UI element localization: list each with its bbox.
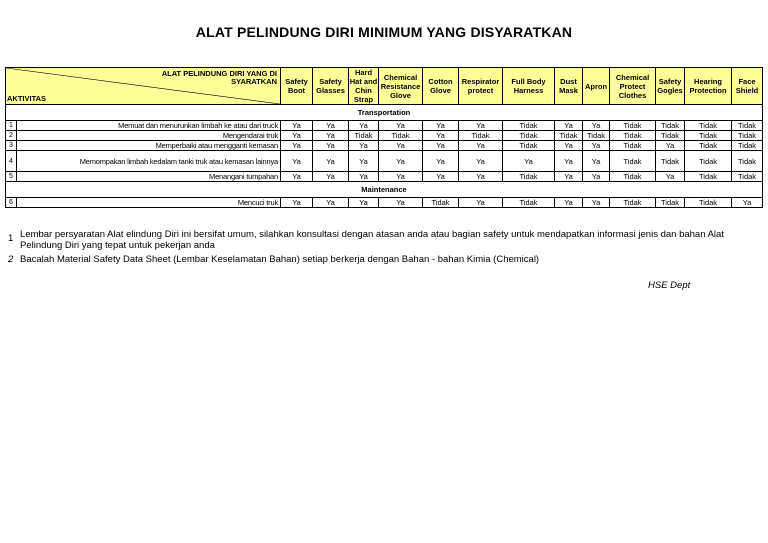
requirement-cell: Tidak	[685, 121, 732, 131]
requirement-cell: Ya	[555, 151, 583, 172]
requirement-cell: Tidak	[656, 121, 685, 131]
requirement-cell: Ya	[459, 198, 503, 208]
requirement-cell: Tidak	[732, 172, 763, 182]
note-item	[8, 254, 760, 265]
column-header: Chemical Protect Clothes	[610, 68, 656, 105]
requirement-cell: Ya	[732, 198, 763, 208]
section-title: Transportation	[6, 105, 763, 121]
activity-cell: Mengendarai truk	[17, 131, 281, 141]
requirement-cell: Tidak	[459, 131, 503, 141]
requirement-cell: Tidak	[656, 198, 685, 208]
table-row	[6, 121, 763, 131]
requirement-cell: Ya	[313, 131, 349, 141]
requirement-cell: Tidak	[503, 121, 555, 131]
activity-cell: Memuat dan menurunkan limbah ke atau dari truck	[17, 121, 281, 131]
column-header: Safety Boot	[281, 68, 313, 105]
table-row	[6, 172, 763, 182]
requirement-cell: Ya	[349, 121, 379, 131]
requirement-cell: Tidak	[610, 141, 656, 151]
requirement-cell: Ya	[379, 141, 423, 151]
requirement-cell: Ya	[459, 141, 503, 151]
requirement-cell: Ya	[656, 141, 685, 151]
requirement-cell: Ya	[379, 121, 423, 131]
requirement-cell: Ya	[423, 172, 459, 182]
requirement-cell: Tidak	[656, 131, 685, 141]
requirement-cell: Ya	[313, 172, 349, 182]
requirement-cell: Tidak	[732, 131, 763, 141]
requirement-cell: Tidak	[379, 131, 423, 141]
column-header: Face Shield	[732, 68, 763, 105]
requirement-cell: Tidak	[732, 151, 763, 172]
column-header: Safety Gogles	[656, 68, 685, 105]
requirement-cell: Tidak	[610, 121, 656, 131]
row-number: 3	[6, 141, 17, 151]
note-item	[8, 229, 760, 251]
requirement-cell: Tidak	[732, 121, 763, 131]
requirement-cell: Tidak	[685, 198, 732, 208]
column-header: Dust Mask	[555, 68, 583, 105]
requirement-cell: Tidak	[656, 151, 685, 172]
activity-cell: Memperbaiki atau mengganti kemasan	[17, 141, 281, 151]
activity-cell: Memompakan limbah kedalam tanki truk atau kemasan lainnya	[17, 151, 281, 172]
requirement-cell: Ya	[281, 121, 313, 131]
activity-cell: Menangani tumpahan	[17, 172, 281, 182]
requirement-cell: Tidak	[555, 131, 583, 141]
requirement-cell: Ya	[459, 121, 503, 131]
requirement-cell: Ya	[349, 151, 379, 172]
requirement-cell: Ya	[583, 172, 610, 182]
note-number: 1	[8, 233, 14, 244]
requirement-cell: Ya	[555, 198, 583, 208]
requirement-cell: Tidak	[503, 172, 555, 182]
requirement-cell: Ya	[349, 198, 379, 208]
requirement-cell: Ya	[313, 121, 349, 131]
section-title: Maintenance	[6, 182, 763, 198]
notes	[8, 229, 760, 268]
requirement-cell: Ya	[503, 151, 555, 172]
requirement-cell: Ya	[583, 121, 610, 131]
requirement-cell: Ya	[313, 151, 349, 172]
table-row	[6, 131, 763, 141]
note-text: Bacalah Material Safety Data Sheet (Lembar Keselamatan Bahan) setiap berkerja dengan Bahan - bahan Kimia (Chemical)	[20, 254, 540, 265]
requirement-cell: Tidak	[610, 151, 656, 172]
requirement-cell: Ya	[281, 172, 313, 182]
requirement-cell: Tidak	[503, 198, 555, 208]
activity-cell: Mencuci truk	[17, 198, 281, 208]
note-number: 2	[8, 254, 14, 265]
requirement-cell: Tidak	[685, 151, 732, 172]
requirement-cell: Ya	[349, 141, 379, 151]
requirement-cell: Ya	[379, 172, 423, 182]
requirement-cell: Tidak	[685, 141, 732, 151]
requirement-cell: Ya	[379, 151, 423, 172]
header-row	[6, 68, 763, 105]
requirement-cell: Ya	[313, 198, 349, 208]
column-header: Hard Hat and Chin Strap	[349, 68, 378, 104]
section-row	[6, 105, 763, 121]
department-label: HSE Dept	[648, 280, 691, 291]
requirement-cell: Tidak	[503, 141, 555, 151]
requirement-cell: Tidak	[610, 198, 656, 208]
requirement-cell: Ya	[281, 198, 313, 208]
requirement-cell: Ya	[281, 151, 313, 172]
column-header: Chemical Resistance Glove	[379, 68, 423, 105]
column-header: Hearing Protection	[685, 68, 732, 105]
requirement-cell: Tidak	[503, 131, 555, 141]
requirement-cell: Ya	[583, 198, 610, 208]
table-row	[6, 141, 763, 151]
requirement-cell: Tidak	[349, 131, 379, 141]
row-number: 4	[6, 151, 17, 172]
requirement-cell: Ya	[349, 172, 379, 182]
table-row	[6, 198, 763, 208]
requirement-cell: Ya	[423, 141, 459, 151]
requirement-cell: Ya	[555, 141, 583, 151]
requirement-cell: Tidak	[423, 198, 459, 208]
column-header: Full Body Harness	[503, 68, 555, 105]
header-corner-cell	[6, 68, 281, 105]
requirement-cell: Ya	[656, 172, 685, 182]
requirement-cell: Ya	[281, 131, 313, 141]
requirement-cell: Ya	[423, 131, 459, 141]
requirement-cell: Ya	[555, 172, 583, 182]
activity-header-label: AKTIVITAS	[7, 94, 47, 103]
ppe-header-label: ALAT PELINDUNG DIRI YANG DI SYARATKAN	[161, 69, 277, 86]
requirement-cell: Ya	[583, 151, 610, 172]
requirement-cell: Tidak	[610, 131, 656, 141]
requirement-cell: Tidak	[685, 172, 732, 182]
page-title: ALAT PELINDUNG DIRI MINIMUM YANG DISYARATKAN	[195, 24, 573, 40]
requirement-cell: Tidak	[583, 131, 610, 141]
requirement-cell: Ya	[313, 141, 349, 151]
row-number: 2	[6, 131, 17, 141]
requirement-cell: Ya	[459, 151, 503, 172]
column-header: Apron	[583, 68, 610, 105]
row-number: 6	[6, 198, 17, 208]
note-text: Lembar persyaratan Alat elindung Diri ini bersifat umum, silahkan konsultasi dengan atasan anda atau bagian safety untuk mendapatkan informasi jenis dan bahan Alat Pelindung Diri yang tepat untuk pekerjan anda	[20, 229, 724, 251]
row-number: 5	[6, 172, 17, 182]
requirement-cell: Ya	[583, 141, 610, 151]
requirement-cell: Ya	[459, 172, 503, 182]
requirement-cell: Ya	[379, 198, 423, 208]
requirement-cell: Tidak	[732, 141, 763, 151]
section-row	[6, 182, 763, 198]
requirement-cell: Tidak	[685, 131, 732, 141]
ppe-requirements-table	[5, 67, 763, 208]
column-header: Respirator protect	[459, 68, 503, 105]
requirement-cell: Ya	[555, 121, 583, 131]
requirement-cell: Ya	[423, 121, 459, 131]
requirement-cell: Ya	[281, 141, 313, 151]
row-number: 1	[6, 121, 17, 131]
requirement-cell: Tidak	[610, 172, 656, 182]
column-header: Safety Glasses	[313, 68, 349, 105]
table-row	[6, 151, 763, 172]
requirement-cell: Ya	[423, 151, 459, 172]
column-header: Cotton Glove	[423, 68, 459, 105]
